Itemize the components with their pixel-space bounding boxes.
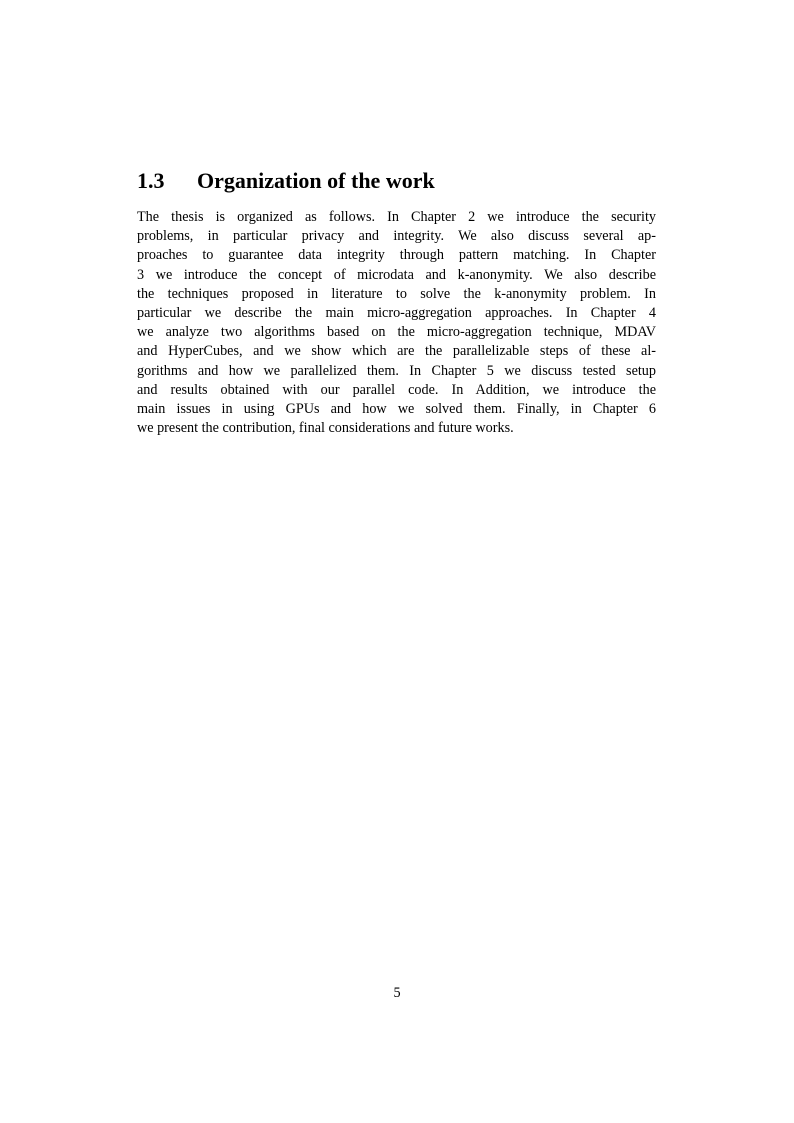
section-number: 1.3 [137,168,165,193]
paragraph-line: we analyze two algorithms based on the micro-aggregation technique, MDAV [137,324,656,341]
paragraph-line: the techniques proposed in literature to solve the k-anonymity problem. In [137,285,656,302]
paragraph-line: proaches to guarantee data integrity through pattern matching. In Chapter [137,247,656,264]
section-title: Organization of the work [197,168,435,193]
page-number: 5 [393,985,401,1001]
paragraph-line: and HyperCubes, and we show which are the parallelizable steps of these al- [137,343,656,360]
paragraph-line: main issues in using GPUs and how we solved them. Finally, in Chapter 6 [137,401,656,418]
paragraph-line: and results obtained with our parallel code. In Addition, we introduce the [137,381,656,398]
paragraph-line: we present the contribution, final considerations and future works. [137,420,514,437]
paragraph-line: The thesis is organized as follows. In Chapter 2 we introduce the security [137,209,656,225]
body-paragraph [137,208,656,438]
paragraph-line: particular we describe the main micro-aggregation approaches. In Chapter 4 [137,305,656,322]
section-heading [137,165,697,197]
paragraph-line: gorithms and how we parallelized them. In Chapter 5 we discuss tested setup [137,362,656,379]
paragraph-line: problems, in particular privacy and integrity. We also discuss several ap- [137,228,656,245]
paragraph-line: 3 we introduce the concept of microdata and k-anonymity. We also describe [137,266,656,283]
